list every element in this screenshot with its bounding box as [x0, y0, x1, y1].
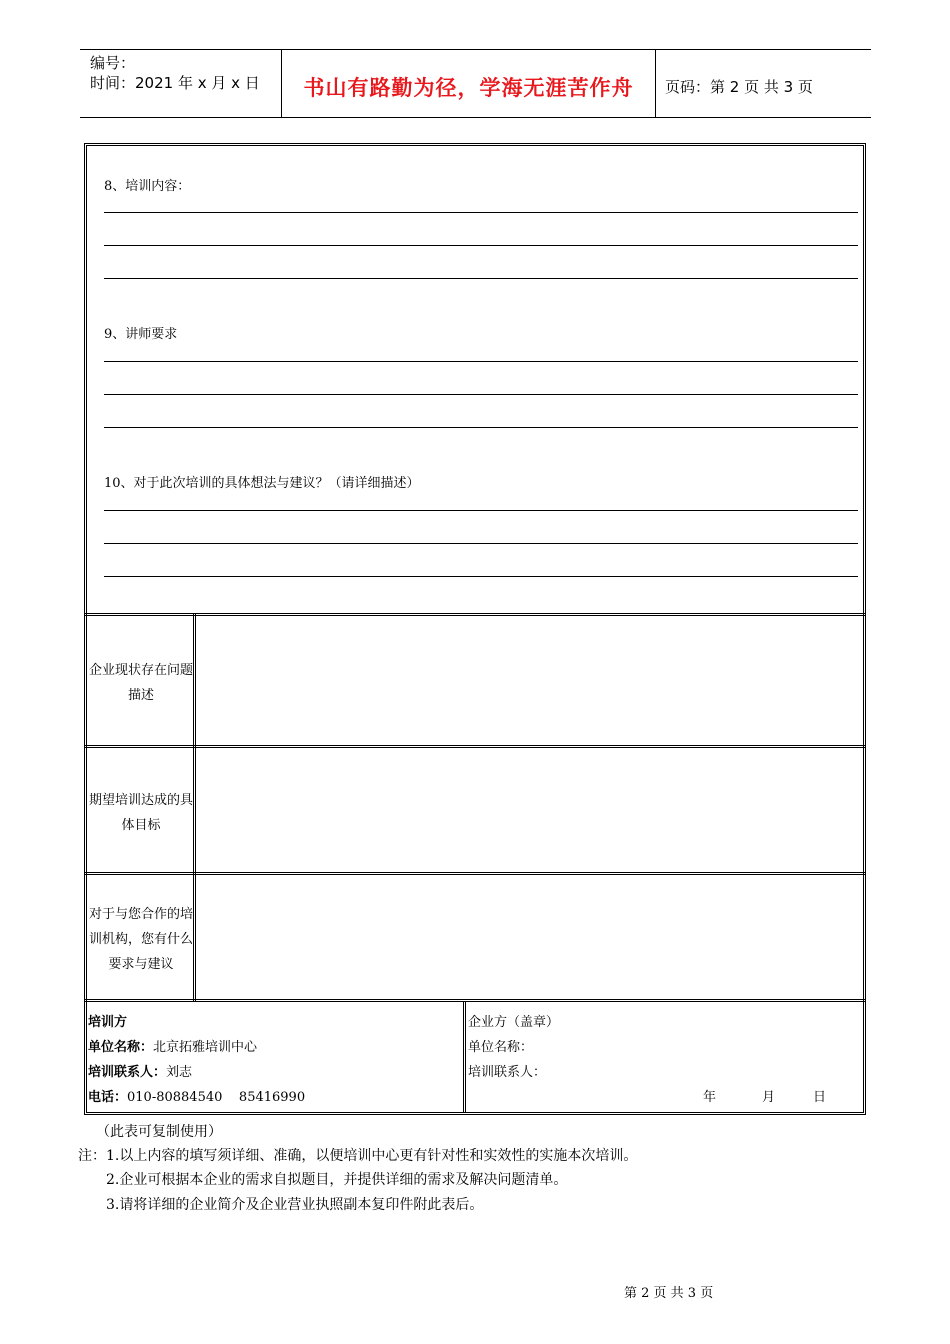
- company-unit-field[interactable]: [540, 1037, 840, 1059]
- company-unit-label: 单位名称：: [468, 1040, 534, 1055]
- row-divider: [84, 872, 866, 875]
- answer-line[interactable]: [104, 278, 858, 279]
- trainer-phone-value: 010-80884540 85416990: [127, 1090, 306, 1105]
- trainer-title: 培训方: [88, 1015, 128, 1030]
- row-label-training-goals: 期望培训达成的具体目标: [88, 793, 193, 833]
- row-divider: [84, 613, 866, 616]
- row-label-problem-description: 企业现状存在问题描述: [88, 663, 193, 703]
- header-bottom-rule: [80, 117, 871, 118]
- training-goals-field[interactable]: [198, 750, 860, 871]
- serial-label: 编号：: [90, 54, 136, 72]
- trainer-contact: 培训联系人：刘志: [88, 1065, 193, 1080]
- answer-line[interactable]: [104, 212, 858, 213]
- row-divider: [84, 999, 866, 1002]
- date-year: 年: [703, 1090, 717, 1105]
- answer-line[interactable]: [104, 245, 858, 246]
- signature-divider: [463, 1001, 466, 1113]
- trainer-phone: 电话：010-80884540 85416990: [88, 1090, 306, 1105]
- answer-line[interactable]: [104, 543, 858, 544]
- company-contact-label: 培训联系人：: [468, 1065, 547, 1080]
- header-top-rule: [80, 49, 871, 50]
- answer-line[interactable]: [104, 361, 858, 362]
- row-divider: [84, 745, 866, 748]
- header-divider-right: [655, 49, 656, 117]
- row-label-requirements: 对于与您合作的培训机构，您有什么要求与建议: [88, 907, 193, 972]
- trainer-contact-value: 刘志: [166, 1065, 193, 1080]
- note-2: 2.企业可根据本企业的需求自拟题目，并提供详细的需求及解决问题清单。: [106, 1172, 568, 1188]
- header-page-label: 页码：第 2 页 共 3 页: [665, 78, 813, 96]
- date-month: 月: [762, 1090, 776, 1105]
- problem-description-field[interactable]: [198, 618, 860, 744]
- footer-page-number: 第 2 页 共 3 页: [624, 1286, 714, 1301]
- question-10-label: 10、对于此次培训的具体想法与建议？（请详细描述）: [104, 476, 420, 491]
- company-contact-field[interactable]: [555, 1062, 845, 1084]
- answer-line[interactable]: [104, 576, 858, 577]
- answer-line[interactable]: [104, 510, 858, 511]
- company-title: 企业方（盖章）: [468, 1015, 560, 1030]
- question-9-label: 9、讲师要求: [104, 327, 178, 342]
- time-label: 时间：2021 年 x 月 x 日: [90, 74, 260, 92]
- question-8-label: 8、培训内容：: [104, 179, 191, 194]
- answer-line[interactable]: [104, 427, 858, 428]
- note-1: 注：1.以上内容的填写须详细、准确，以便培训中心更有针对性和实效性的实施本次培训。: [78, 1148, 638, 1164]
- copy-note: （此表可复制使用）: [96, 1124, 222, 1140]
- header-motto: 书山有路勤为径，学海无涯苦作舟: [303, 76, 634, 100]
- requirements-field[interactable]: [198, 877, 860, 998]
- note-3: 3.请将详细的企业简介及企业营业执照副本复印件附此表后。: [106, 1197, 484, 1213]
- trainer-unit-value: 北京拓雅培训中心: [153, 1040, 258, 1055]
- answer-line[interactable]: [104, 394, 858, 395]
- trainer-unit: 单位名称：北京拓雅培训中心: [88, 1040, 258, 1055]
- date-day: 日: [813, 1090, 827, 1105]
